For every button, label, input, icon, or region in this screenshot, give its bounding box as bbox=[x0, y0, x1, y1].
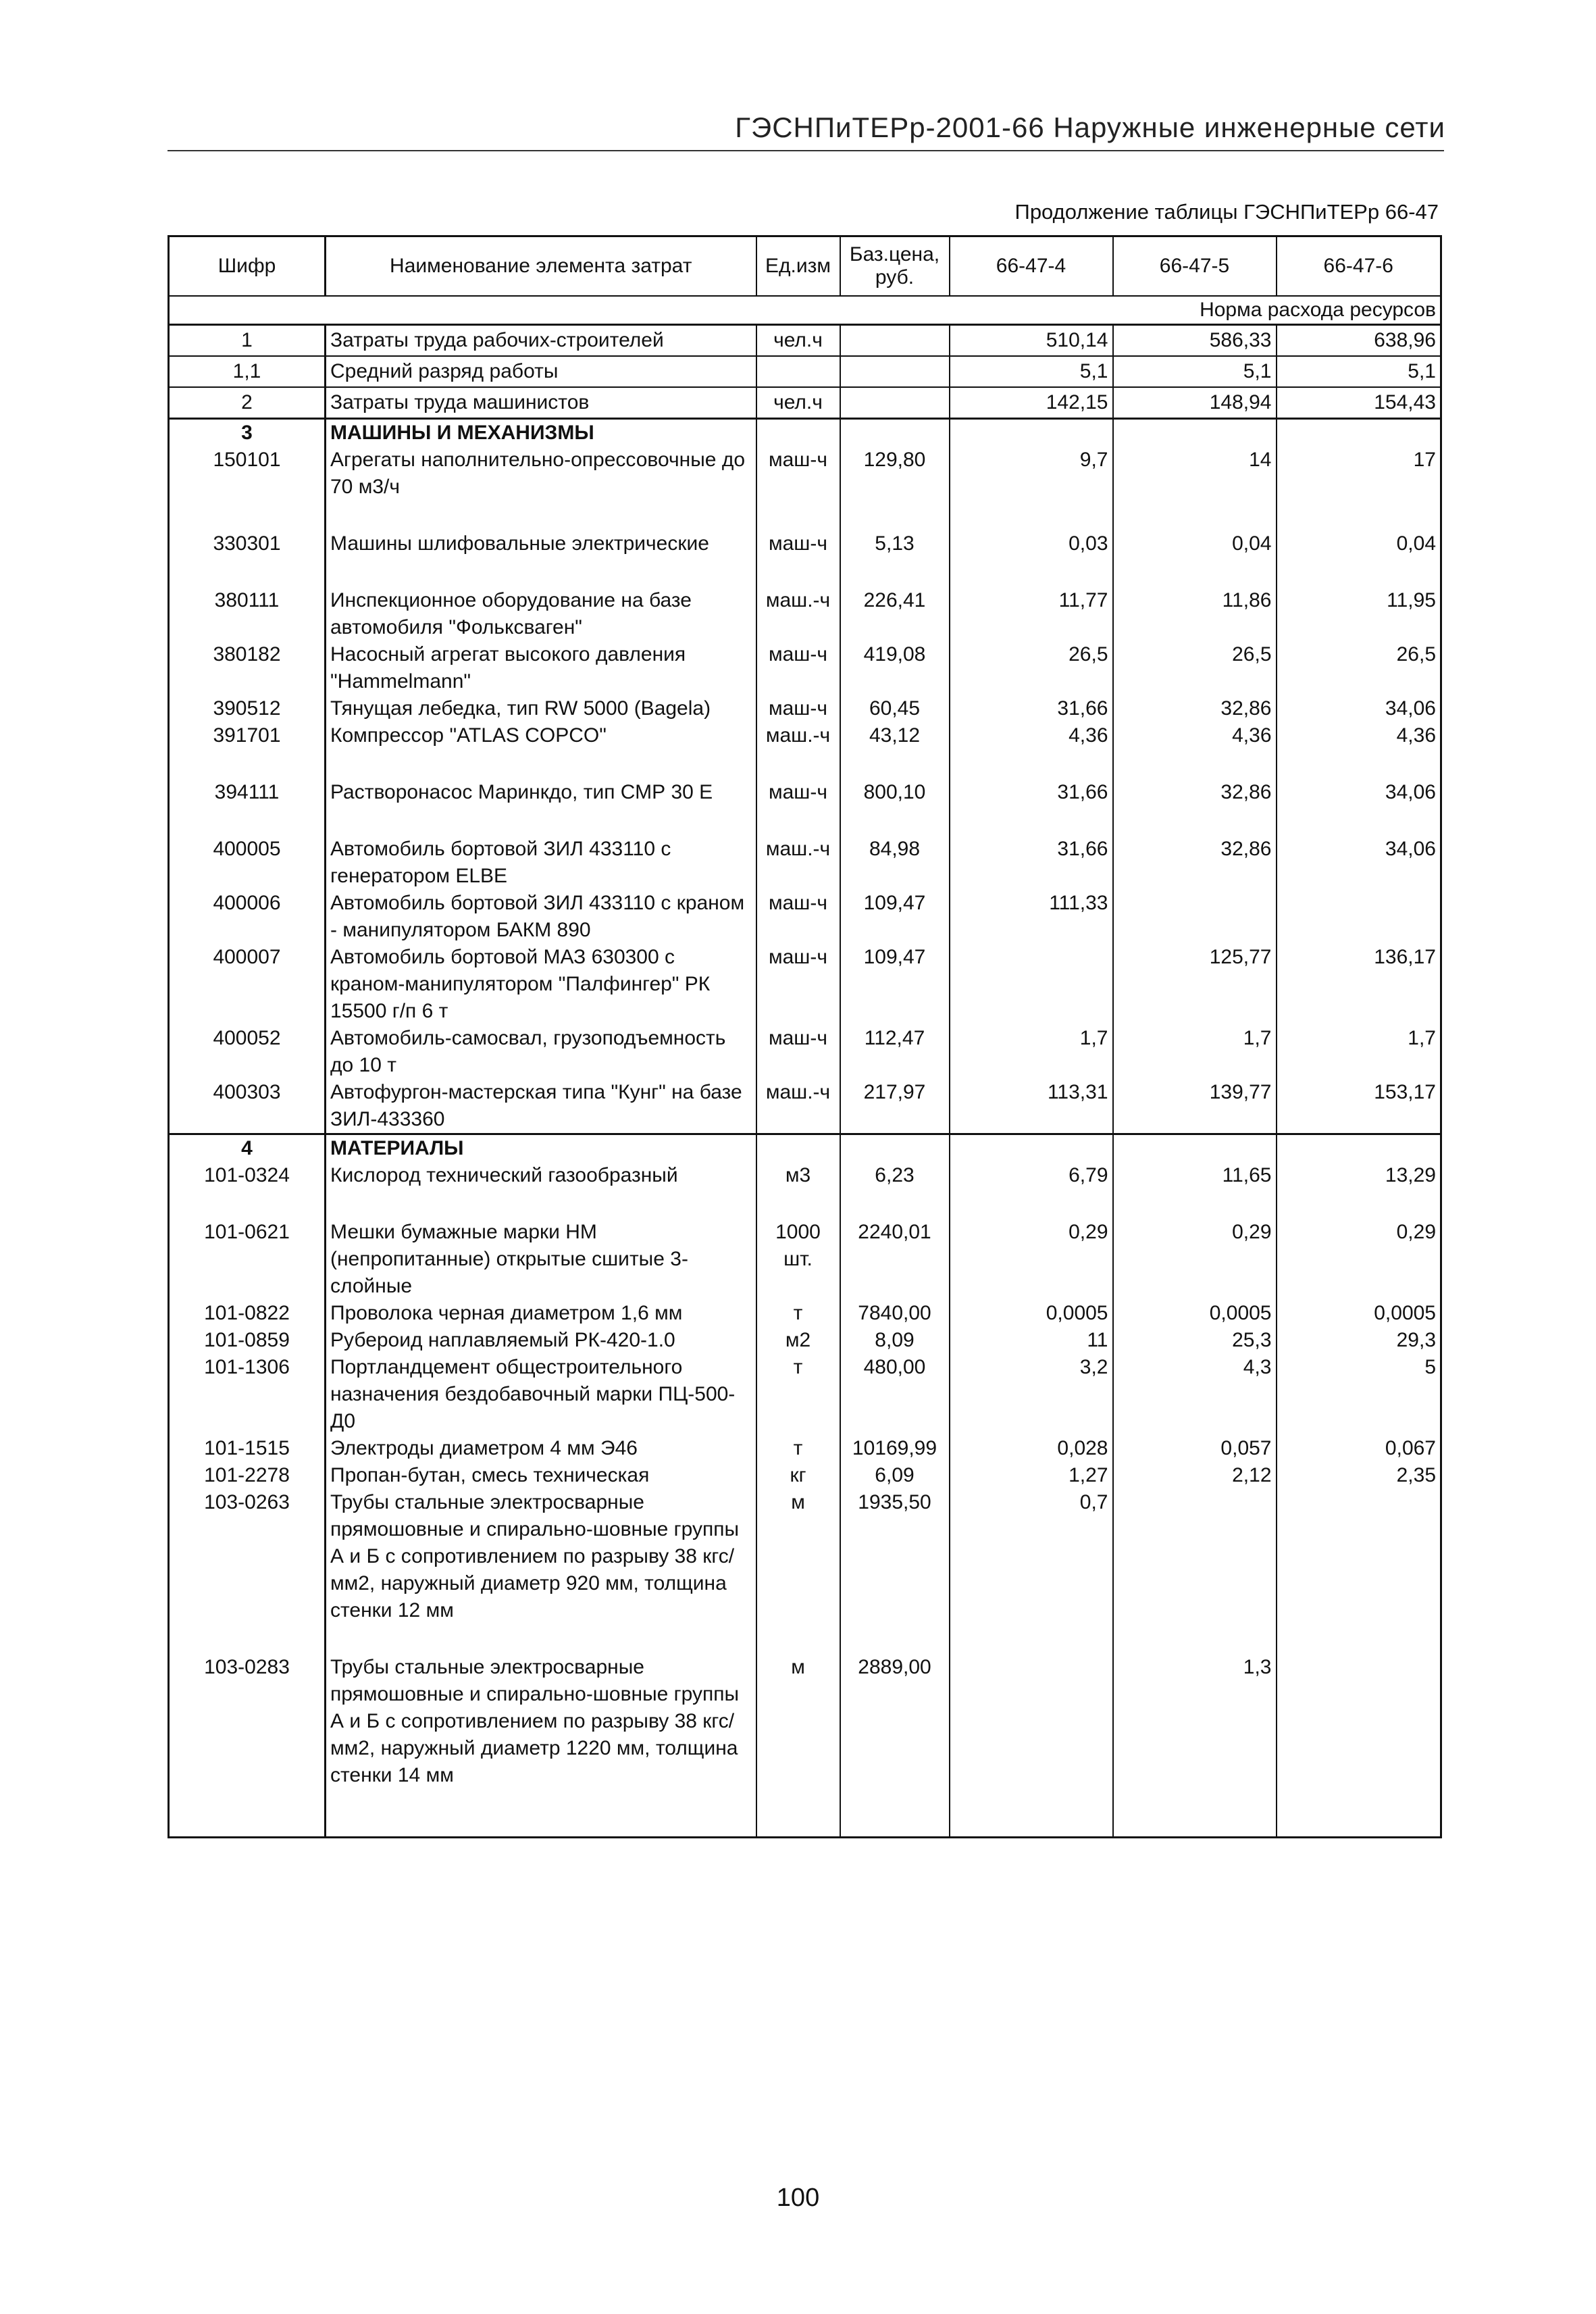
cell-base-price bbox=[840, 419, 950, 447]
cell-66-47-6: 1,7 bbox=[1277, 1025, 1441, 1079]
cell-66-47-5: 32,86 bbox=[1113, 779, 1277, 806]
cell-name: МАШИНЫ И МЕХАНИЗМЫ bbox=[326, 419, 756, 447]
cell-code: 380111 bbox=[169, 587, 326, 641]
cell-66-47-5: 5,1 bbox=[1113, 356, 1277, 387]
cell-66-47-4 bbox=[950, 419, 1113, 447]
cell-66-47-4: 1,7 bbox=[950, 1025, 1113, 1079]
resource-norms-table bbox=[168, 235, 1442, 1838]
table-row bbox=[169, 1079, 1441, 1134]
cell-base-price bbox=[840, 356, 950, 387]
table-row bbox=[169, 1219, 1441, 1300]
cell-base-price: 109,47 bbox=[840, 944, 950, 1025]
table-row bbox=[169, 1462, 1441, 1489]
cell-unit bbox=[756, 419, 840, 447]
header-name: Наименование элемента затрат bbox=[326, 236, 756, 297]
table-row bbox=[169, 944, 1441, 1025]
spacer-row bbox=[169, 1624, 1441, 1654]
cell-66-47-6 bbox=[1277, 890, 1441, 944]
cell-66-47-4: 1,27 bbox=[950, 1462, 1113, 1489]
cell-name: Пропан-бутан, смесь техническая bbox=[326, 1462, 756, 1489]
cell-code: 394111 bbox=[169, 779, 326, 806]
cell-66-47-5: 586,33 bbox=[1113, 325, 1277, 357]
cell-66-47-6: 2,35 bbox=[1277, 1462, 1441, 1489]
cell-66-47-6: 26,5 bbox=[1277, 641, 1441, 695]
cell-66-47-5: 0,04 bbox=[1113, 530, 1277, 557]
cell-66-47-6: 29,3 bbox=[1277, 1327, 1441, 1354]
table-row bbox=[169, 722, 1441, 749]
cell-unit: маш-ч bbox=[756, 890, 840, 944]
table-row bbox=[169, 1435, 1441, 1462]
cell-code: 400052 bbox=[169, 1025, 326, 1079]
cell-66-47-6: 638,96 bbox=[1277, 325, 1441, 357]
cell-base-price: 10169,99 bbox=[840, 1435, 950, 1462]
cell-base-price: 1935,50 bbox=[840, 1489, 950, 1624]
cell-unit: т bbox=[756, 1435, 840, 1462]
cell-name: Трубы стальные электросварные прямошовные и спирально-шовные группы А и Б с сопротивлением по разрыву 38 кгс/мм2, наружный диаметр 1220 мм, толщина стенки 14 мм bbox=[326, 1654, 756, 1789]
header-col-66-47-6: 66-47-6 bbox=[1277, 236, 1441, 297]
cell-66-47-4: 11,77 bbox=[950, 587, 1113, 641]
cell-code: 4 bbox=[169, 1134, 326, 1163]
table-row bbox=[169, 1327, 1441, 1354]
cell-unit: м bbox=[756, 1654, 840, 1789]
cell-name: Проволока черная диаметром 1,6 мм bbox=[326, 1300, 756, 1327]
running-title: ГЭСНПиТЕРр-2001-66 Наружные инженерные сети bbox=[735, 111, 1445, 143]
cell-66-47-4: 31,66 bbox=[950, 836, 1113, 890]
cell-name: Электроды диаметром 4 мм Э46 bbox=[326, 1435, 756, 1462]
cell-66-47-5: 0,0005 bbox=[1113, 1300, 1277, 1327]
table-row bbox=[169, 530, 1441, 557]
cell-unit: м3 bbox=[756, 1162, 840, 1189]
cell-base-price: 8,09 bbox=[840, 1327, 950, 1354]
cell-unit: м2 bbox=[756, 1327, 840, 1354]
cell-base-price: 43,12 bbox=[840, 722, 950, 749]
cell-66-47-4: 0,29 bbox=[950, 1219, 1113, 1300]
cell-code: 103-0283 bbox=[169, 1654, 326, 1789]
cell-base-price: 419,08 bbox=[840, 641, 950, 695]
cell-unit: маш-ч bbox=[756, 779, 840, 806]
cell-66-47-5: 32,86 bbox=[1113, 695, 1277, 722]
cell-unit: маш-ч bbox=[756, 641, 840, 695]
cell-66-47-4: 142,15 bbox=[950, 387, 1113, 419]
cell-name: Средний разряд работы bbox=[326, 356, 756, 387]
cell-66-47-5: 4,36 bbox=[1113, 722, 1277, 749]
spacer-row bbox=[169, 1189, 1441, 1219]
cell-code: 103-0263 bbox=[169, 1489, 326, 1624]
cell-name: Трубы стальные электросварные прямошовные и спирально-шовные группы А и Б с сопротивлением по разрыву 38 кгс/мм2, наружный диаметр 920 мм, толщина стенки 12 мм bbox=[326, 1489, 756, 1624]
cell-66-47-4: 5,1 bbox=[950, 356, 1113, 387]
cell-name: Рубероид наплавляемый РК-420-1.0 bbox=[326, 1327, 756, 1354]
cell-unit bbox=[756, 1134, 840, 1163]
cell-name: Мешки бумажные марки НМ (непропитанные) открытые сшитые 3-слойные bbox=[326, 1219, 756, 1300]
table-bottom-spacer bbox=[169, 1789, 1441, 1838]
header-col-66-47-5: 66-47-5 bbox=[1113, 236, 1277, 297]
cell-66-47-5: 125,77 bbox=[1113, 944, 1277, 1025]
table-row bbox=[169, 387, 1441, 419]
table-header-row bbox=[169, 236, 1441, 297]
cell-code: 400007 bbox=[169, 944, 326, 1025]
cell-name: Инспекционное оборудование на базе автомобиля "Фольксваген" bbox=[326, 587, 756, 641]
spacer-row bbox=[169, 806, 1441, 836]
cell-unit: т bbox=[756, 1300, 840, 1327]
table-row bbox=[169, 1489, 1441, 1624]
cell-base-price: 109,47 bbox=[840, 890, 950, 944]
cell-name: Автофургон-мастерская типа "Кунг" на базе ЗИЛ-433360 bbox=[326, 1079, 756, 1134]
table-row bbox=[169, 836, 1441, 890]
cell-66-47-6: 4,36 bbox=[1277, 722, 1441, 749]
cell-66-47-6: 5,1 bbox=[1277, 356, 1441, 387]
cell-base-price: 480,00 bbox=[840, 1354, 950, 1435]
cell-base-price: 217,97 bbox=[840, 1079, 950, 1134]
cell-code: 400006 bbox=[169, 890, 326, 944]
cell-66-47-4: 3,2 bbox=[950, 1354, 1113, 1435]
page-number: 100 bbox=[776, 2184, 820, 2212]
cell-code: 101-0822 bbox=[169, 1300, 326, 1327]
cell-code: 390512 bbox=[169, 695, 326, 722]
cell-unit: маш.-ч bbox=[756, 587, 840, 641]
header-price: Баз.цена, руб. bbox=[840, 236, 950, 297]
cell-66-47-4: 31,66 bbox=[950, 779, 1113, 806]
cell-66-47-6: 0,04 bbox=[1277, 530, 1441, 557]
cell-base-price: 5,13 bbox=[840, 530, 950, 557]
cell-66-47-4: 11 bbox=[950, 1327, 1113, 1354]
cell-66-47-4: 26,5 bbox=[950, 641, 1113, 695]
spacer-row bbox=[169, 557, 1441, 587]
cell-unit bbox=[756, 356, 840, 387]
cell-code: 3 bbox=[169, 419, 326, 447]
cell-unit: маш.-ч bbox=[756, 836, 840, 890]
cell-66-47-5: 2,12 bbox=[1113, 1462, 1277, 1489]
cell-66-47-6: 0,0005 bbox=[1277, 1300, 1441, 1327]
cell-66-47-5: 11,86 bbox=[1113, 587, 1277, 641]
cell-code: 101-0621 bbox=[169, 1219, 326, 1300]
cell-code: 2 bbox=[169, 387, 326, 419]
cell-66-47-6 bbox=[1277, 1489, 1441, 1624]
cell-code: 400303 bbox=[169, 1079, 326, 1134]
cell-unit: маш-ч bbox=[756, 530, 840, 557]
cell-base-price: 129,80 bbox=[840, 447, 950, 501]
cell-66-47-5: 148,94 bbox=[1113, 387, 1277, 419]
table-row bbox=[169, 890, 1441, 944]
cell-66-47-6: 13,29 bbox=[1277, 1162, 1441, 1189]
cell-66-47-5: 4,3 bbox=[1113, 1354, 1277, 1435]
cell-base-price: 7840,00 bbox=[840, 1300, 950, 1327]
table-row bbox=[169, 447, 1441, 501]
cell-66-47-6: 0,067 bbox=[1277, 1435, 1441, 1462]
cell-name: МАТЕРИАЛЫ bbox=[326, 1134, 756, 1163]
norm-label: Норма расхода ресурсов bbox=[326, 296, 1441, 325]
cell-unit: маш-ч bbox=[756, 695, 840, 722]
cell-66-47-5 bbox=[1113, 890, 1277, 944]
cell-name: Машины шлифовальные электрические bbox=[326, 530, 756, 557]
table-row bbox=[169, 356, 1441, 387]
cell-base-price: 6,09 bbox=[840, 1462, 950, 1489]
cell-66-47-5: 14 bbox=[1113, 447, 1277, 501]
table-row bbox=[169, 419, 1441, 447]
cell-name: Затраты труда машинистов bbox=[326, 387, 756, 419]
cell-name: Агрегаты наполнительно-опрессовочные до 70 м3/ч bbox=[326, 447, 756, 501]
cell-66-47-4: 510,14 bbox=[950, 325, 1113, 357]
cell-name: Портландцемент общестроительного назначения бездобавочный марки ПЦ-500-Д0 bbox=[326, 1354, 756, 1435]
cell-66-47-6: 0,29 bbox=[1277, 1219, 1441, 1300]
cell-66-47-4: 113,31 bbox=[950, 1079, 1113, 1134]
cell-66-47-5: 25,3 bbox=[1113, 1327, 1277, 1354]
cell-code: 1,1 bbox=[169, 356, 326, 387]
table-row bbox=[169, 695, 1441, 722]
cell-unit: маш-ч bbox=[756, 1025, 840, 1079]
cell-66-47-6: 34,06 bbox=[1277, 779, 1441, 806]
cell-66-47-4: 0,0005 bbox=[950, 1300, 1113, 1327]
table-row bbox=[169, 1354, 1441, 1435]
spacer-row bbox=[169, 501, 1441, 530]
cell-66-47-4: 0,7 bbox=[950, 1489, 1113, 1624]
cell-unit: маш-ч bbox=[756, 944, 840, 1025]
spacer-row bbox=[169, 749, 1441, 779]
cell-name: Автомобиль бортовой ЗИЛ 433110 с краном - манипулятором БАКМ 890 bbox=[326, 890, 756, 944]
cell-66-47-4: 9,7 bbox=[950, 447, 1113, 501]
cell-code: 391701 bbox=[169, 722, 326, 749]
cell-code: 400005 bbox=[169, 836, 326, 890]
cell-66-47-6: 34,06 bbox=[1277, 695, 1441, 722]
cell-unit: чел.ч bbox=[756, 325, 840, 357]
cell-66-47-5: 1,3 bbox=[1113, 1654, 1277, 1789]
cell-unit: кг bbox=[756, 1462, 840, 1489]
cell-66-47-6: 136,17 bbox=[1277, 944, 1441, 1025]
cell-unit: т bbox=[756, 1354, 840, 1435]
cell-66-47-5: 32,86 bbox=[1113, 836, 1277, 890]
cell-unit: 1000 шт. bbox=[756, 1219, 840, 1300]
header-col-66-47-4: 66-47-4 bbox=[950, 236, 1113, 297]
cell-code: 150101 bbox=[169, 447, 326, 501]
cell-unit: м bbox=[756, 1489, 840, 1624]
table-row bbox=[169, 325, 1441, 357]
cell-code: 101-1306 bbox=[169, 1354, 326, 1435]
cell-66-47-5: 1,7 bbox=[1113, 1025, 1277, 1079]
cell-66-47-5 bbox=[1113, 1134, 1277, 1163]
cell-66-47-4: 111,33 bbox=[950, 890, 1113, 944]
cell-66-47-5 bbox=[1113, 1489, 1277, 1624]
cell-66-47-5 bbox=[1113, 419, 1277, 447]
cell-code: 101-0324 bbox=[169, 1162, 326, 1189]
cell-base-price: 60,45 bbox=[840, 695, 950, 722]
table-row bbox=[169, 779, 1441, 806]
cell-base-price: 800,10 bbox=[840, 779, 950, 806]
cell-66-47-4: 4,36 bbox=[950, 722, 1113, 749]
header-rule bbox=[168, 150, 1444, 151]
cell-66-47-5: 26,5 bbox=[1113, 641, 1277, 695]
table-row bbox=[169, 1025, 1441, 1079]
cell-code: 101-2278 bbox=[169, 1462, 326, 1489]
cell-66-47-6: 17 bbox=[1277, 447, 1441, 501]
cell-code: 330301 bbox=[169, 530, 326, 557]
cell-unit: маш.-ч bbox=[756, 1079, 840, 1134]
cell-base-price bbox=[840, 325, 950, 357]
cell-unit: маш-ч bbox=[756, 447, 840, 501]
cell-code: 1 bbox=[169, 325, 326, 357]
cell-66-47-6: 11,95 bbox=[1277, 587, 1441, 641]
cell-base-price: 2240,01 bbox=[840, 1219, 950, 1300]
cell-code: 380182 bbox=[169, 641, 326, 695]
cell-base-price: 2889,00 bbox=[840, 1654, 950, 1789]
cell-66-47-4: 0,03 bbox=[950, 530, 1113, 557]
table-row bbox=[169, 1134, 1441, 1163]
cell-name: Компрессор "ATLAS COPCO" bbox=[326, 722, 756, 749]
cell-66-47-6: 153,17 bbox=[1277, 1079, 1441, 1134]
cell-name: Насосный агрегат высокого давления "Hammelmann" bbox=[326, 641, 756, 695]
cell-code: 101-1515 bbox=[169, 1435, 326, 1462]
cell-66-47-6: 34,06 bbox=[1277, 836, 1441, 890]
table-row bbox=[169, 641, 1441, 695]
table-row bbox=[169, 1654, 1441, 1789]
cell-66-47-5: 0,29 bbox=[1113, 1219, 1277, 1300]
cell-66-47-5: 139,77 bbox=[1113, 1079, 1277, 1134]
cell-66-47-6: 5 bbox=[1277, 1354, 1441, 1435]
table-row bbox=[169, 587, 1441, 641]
cell-66-47-6 bbox=[1277, 419, 1441, 447]
header-unit: Ед.изм bbox=[756, 236, 840, 297]
cell-unit: маш.-ч bbox=[756, 722, 840, 749]
cell-name: Затраты труда рабочих-строителей bbox=[326, 325, 756, 357]
cell-unit: чел.ч bbox=[756, 387, 840, 419]
cell-name: Автомобиль-самосвал, грузоподъемность до 10 т bbox=[326, 1025, 756, 1079]
cell-name: Автомобиль бортовой МАЗ 630300 с краном-манипулятором "Палфингер" РК 15500 г/п 6 т bbox=[326, 944, 756, 1025]
table-row bbox=[169, 1300, 1441, 1327]
cell-base-price: 226,41 bbox=[840, 587, 950, 641]
cell-base-price: 112,47 bbox=[840, 1025, 950, 1079]
norm-row bbox=[169, 296, 1441, 325]
cell-base-price: 84,98 bbox=[840, 836, 950, 890]
cell-base-price: 6,23 bbox=[840, 1162, 950, 1189]
cell-66-47-4 bbox=[950, 1654, 1113, 1789]
cell-base-price bbox=[840, 387, 950, 419]
cell-66-47-6 bbox=[1277, 1134, 1441, 1163]
table-continuation-caption: Продолжение таблицы ГЭСНПиТЕРр 66-47 bbox=[1014, 200, 1439, 224]
table-row bbox=[169, 1162, 1441, 1189]
cell-66-47-4: 31,66 bbox=[950, 695, 1113, 722]
cell-66-47-5: 11,65 bbox=[1113, 1162, 1277, 1189]
header-code: Шифр bbox=[169, 236, 326, 297]
cell-name: Автомобиль бортовой ЗИЛ 433110 с генератором ELBE bbox=[326, 836, 756, 890]
cell-name: Тянущая лебедка, тип RW 5000 (Bagela) bbox=[326, 695, 756, 722]
cell-name: Кислород технический газообразный bbox=[326, 1162, 756, 1189]
cell-66-47-4 bbox=[950, 944, 1113, 1025]
cell-66-47-4 bbox=[950, 1134, 1113, 1163]
cell-66-47-4: 6,79 bbox=[950, 1162, 1113, 1189]
cell-66-47-6: 154,43 bbox=[1277, 387, 1441, 419]
cell-name: Растворонасос Маринкдо, тип СМР 30 Е bbox=[326, 779, 756, 806]
cell-base-price bbox=[840, 1134, 950, 1163]
cell-66-47-6 bbox=[1277, 1654, 1441, 1789]
cell-66-47-4: 0,028 bbox=[950, 1435, 1113, 1462]
cell-code: 101-0859 bbox=[169, 1327, 326, 1354]
cell-66-47-5: 0,057 bbox=[1113, 1435, 1277, 1462]
